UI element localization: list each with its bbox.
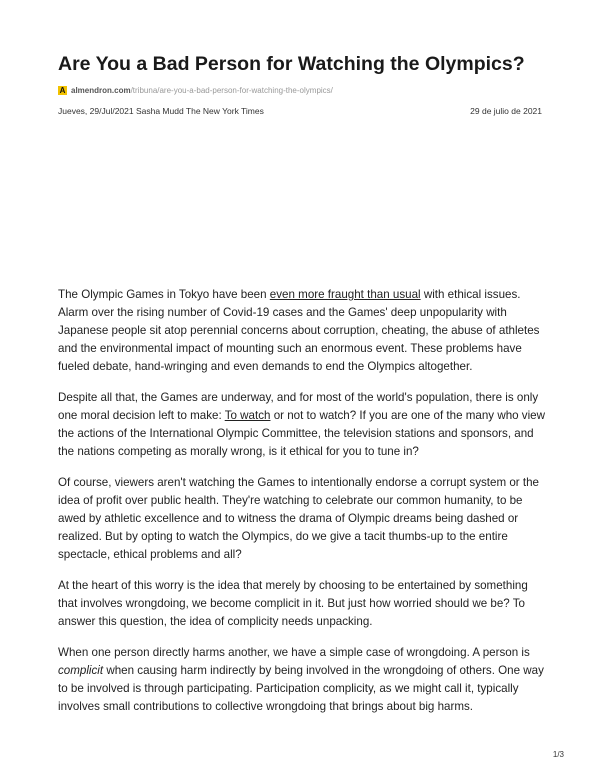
page-number: 1/3 [552,750,564,759]
byline: Jueves, 29/Jul/2021 Sasha Mudd The New York Times [58,106,264,116]
source-line [58,86,333,95]
paragraph: Of course, viewers aren't watching the Games to intentionally endorse a corrupt system or the idea of profit over public health. They're watching to celebrate our common humanity, to be awed by athletic excellence and to witness the drama of Olympic dreams being dashed or realized. But by opting to watch the Olympics, do we give a tacit thumbs-up to the entire spectacle, ethical problems and all? [58,476,540,561]
article-body [58,286,546,729]
paragraph-text: when causing harm indirectly by being involved in the wrongdoing of others. One way to be involved is through participating. Participation complicity, as we might call it, typically involves small contributions to collective wrongdoing that brings about big harms. [58,664,544,713]
paragraph-text: Despite all that, the Games are underway, and for most of the world's population, there is only one moral decision left to make: [58,391,539,422]
publish-date: 29 de julio de 2021 [470,106,542,116]
paragraph [58,286,546,376]
paragraph: At the heart of this worry is the idea that merely by choosing to be entertained by something that involves wrongdoing, we become complicit in it. But just how worried should we be? To answer this question, the idea of complicity needs unpacking. [58,579,528,628]
paragraph-text: or not to watch? If you are one of the many who view the actions of the International Olympic Committee, the television stations and sponsors, and the nations competing as morally wrong, is it ethical for you to tune in? [58,409,546,458]
to-watch-link[interactable]: To watch [224,409,271,422]
paragraph-text: with ethical issues. Alarm over the rising number of Covid-19 cases and the Games' deep unpopularity with Japanese people sit atop perennial concerns about corruption, cheating, the abuse of athletes and the environmental impact of mounting such an enormous event. These problems have fueled debate, hand-wringing and even demands to end the Olympics altogether. [58,288,540,373]
source-domain: almendron.com [71,86,131,95]
paragraph [58,389,546,461]
article-meta [58,106,542,116]
article-title: Are You a Bad Person for Watching the Olympics? [58,53,525,75]
source-path: /tribuna/are-you-a-bad-person-for-watching-the-olympics/ [130,86,333,95]
source-link[interactable] [71,86,333,95]
fraught-link[interactable]: even more fraught than usual [269,288,421,301]
paragraph-text: When one person directly harms another, we have a simple case of wrongdoing. A person is [58,646,530,659]
emphasis-complicit: complicit [58,664,104,677]
paragraph-text: The Olympic Games in Tokyo have been [58,288,270,301]
paragraph [58,644,546,716]
site-logo-icon: A [59,85,66,95]
